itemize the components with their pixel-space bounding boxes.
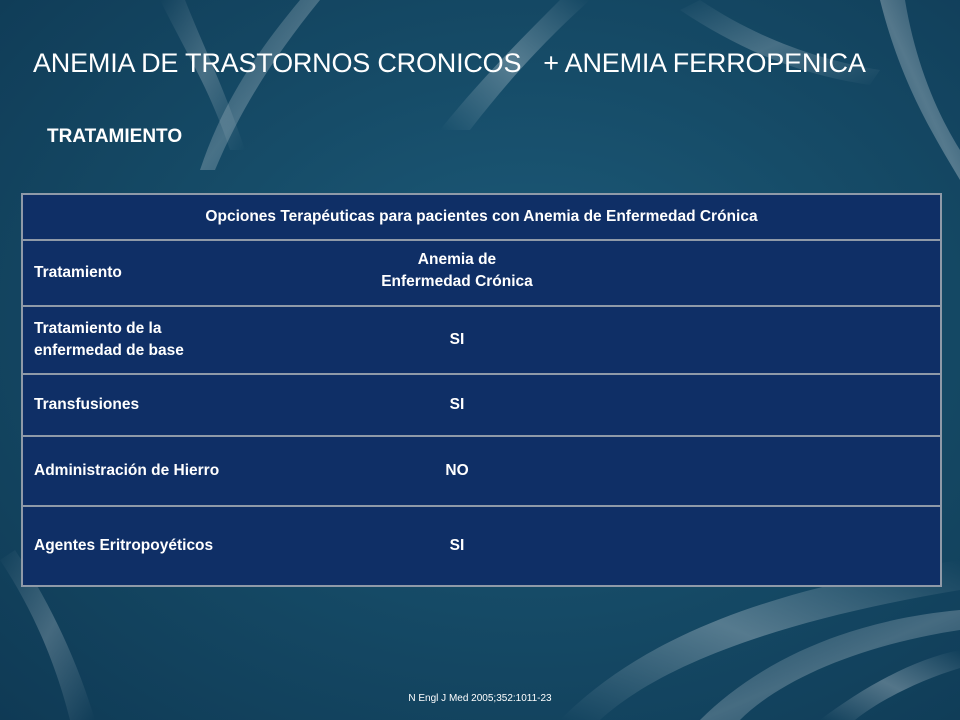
row-treatment bbox=[22, 306, 339, 374]
row-treatment: Agentes Eritropoyéticos bbox=[22, 506, 339, 586]
section-heading: TRATAMIENTO bbox=[47, 126, 183, 147]
row-treatment: Transfusiones bbox=[22, 374, 339, 436]
row-value: SI bbox=[339, 306, 575, 374]
empty-cell bbox=[575, 436, 941, 506]
row-value: NO bbox=[339, 436, 575, 506]
row-treatment: Administración de Hierro bbox=[22, 436, 339, 506]
empty-cell bbox=[575, 240, 941, 306]
table-row bbox=[22, 436, 941, 506]
row-value: SI bbox=[339, 506, 575, 586]
table-row bbox=[22, 306, 941, 374]
table-row bbox=[22, 506, 941, 586]
citation: N Engl J Med 2005;352:1011-23 bbox=[408, 693, 552, 704]
row-value: SI bbox=[339, 374, 575, 436]
table-row bbox=[22, 374, 941, 436]
column-header-anemia bbox=[339, 240, 575, 306]
table-title: Opciones Terapéuticas para pacientes con Anemia de Enfermedad Crónica bbox=[22, 194, 941, 240]
column-header-anemia-label: Anemia de Enfermedad Crónica bbox=[381, 251, 533, 290]
table-header-row bbox=[22, 240, 941, 306]
slide-title-part2: + ANEMIA FERROPENICA bbox=[543, 48, 866, 78]
therapeutic-options-table bbox=[21, 193, 942, 587]
slide-title bbox=[33, 48, 866, 79]
table-title-row bbox=[22, 194, 941, 240]
empty-cell bbox=[575, 306, 941, 374]
column-header-treatment: Tratamiento bbox=[22, 240, 339, 306]
slide-title-part1: ANEMIA DE TRASTORNOS CRONICOS bbox=[33, 48, 522, 78]
empty-cell bbox=[575, 374, 941, 436]
empty-cell bbox=[575, 506, 941, 586]
row-treatment-label: Tratamiento de la enfermedad de base bbox=[34, 320, 184, 359]
